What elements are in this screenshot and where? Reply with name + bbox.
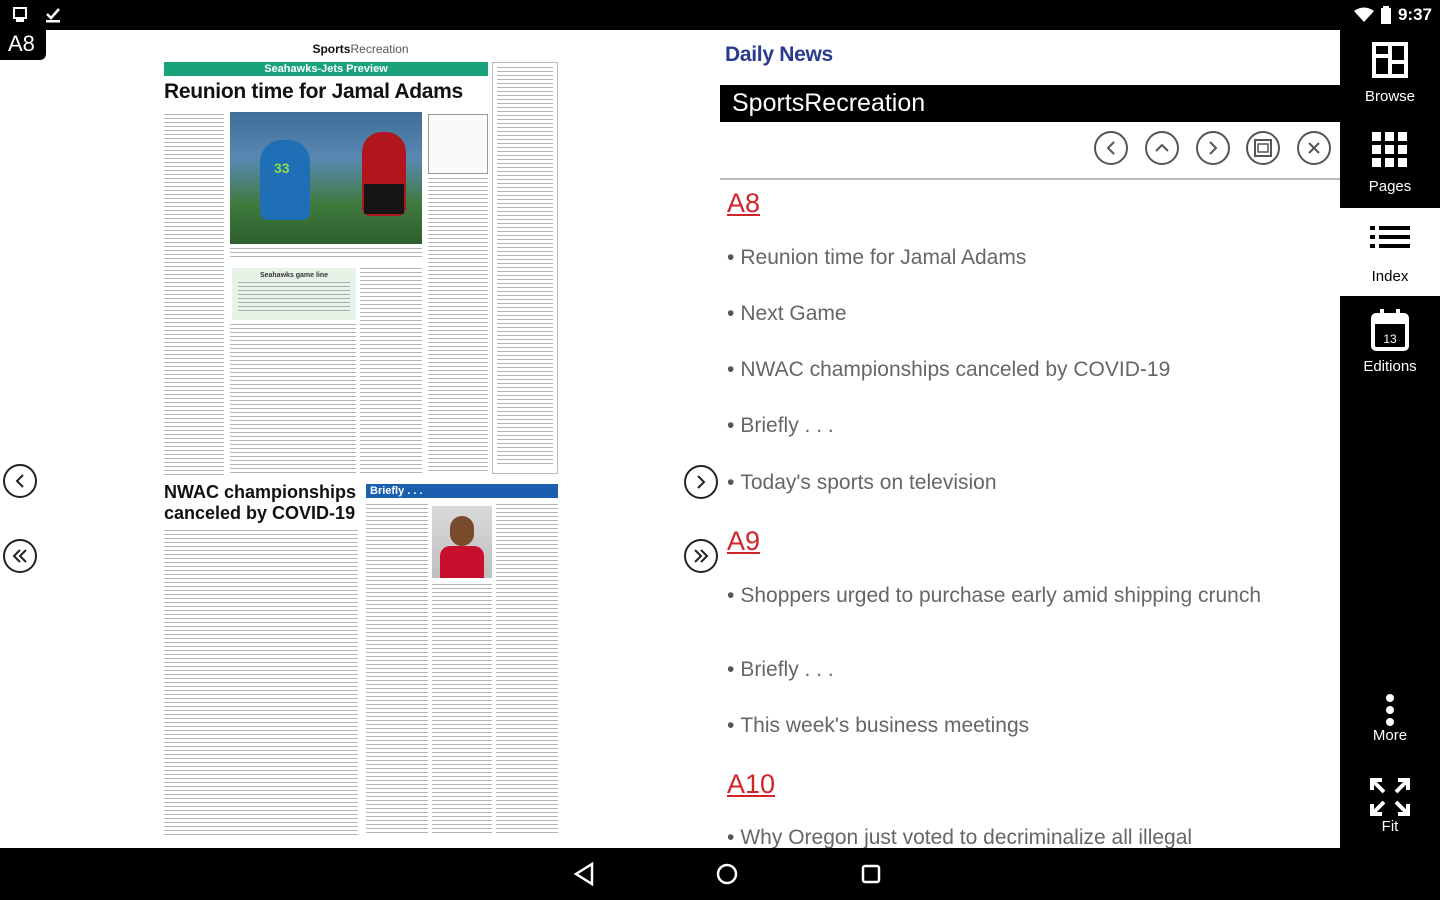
previous-page-button[interactable] — [3, 464, 37, 498]
device-icon — [12, 6, 28, 24]
last-page-button[interactable] — [684, 539, 718, 573]
chevron-right-icon — [693, 474, 709, 490]
status-bar — [0, 0, 1440, 30]
browse-icon — [1370, 40, 1410, 84]
player-figure: 33 — [260, 140, 310, 220]
right-text-column — [492, 62, 558, 474]
svg-text:13: 13 — [1383, 332, 1397, 346]
expand-icon — [1370, 776, 1410, 820]
page-view-icon — [1253, 138, 1273, 158]
chevron-left-icon — [12, 473, 28, 489]
divider — [720, 178, 1340, 180]
next-game-box — [428, 114, 488, 174]
chevron-right-icon — [1206, 140, 1220, 156]
newspaper-header: SportsRecreation — [312, 42, 409, 56]
article-link[interactable]: • Briefly . . . — [727, 658, 834, 681]
text-column — [366, 504, 428, 836]
rail-browse-button[interactable]: Browse — [1340, 30, 1440, 118]
more-vertical-icon — [1370, 688, 1410, 732]
page-link-a8[interactable]: A8 — [727, 188, 761, 218]
list-icon — [1370, 218, 1410, 262]
text-column — [497, 67, 553, 467]
system-nav-bar — [0, 848, 1440, 900]
download-done-icon — [44, 6, 62, 24]
newspaper-page[interactable] — [162, 42, 559, 838]
article-link[interactable]: • NWAC championships canceled by COVID-19 — [727, 358, 1171, 381]
previous-article-button[interactable] — [1094, 131, 1128, 165]
recents-nav-icon[interactable] — [857, 860, 885, 888]
publication-title: Daily News — [725, 43, 833, 66]
next-article-button[interactable] — [1196, 131, 1230, 165]
article-link[interactable]: • Shoppers urged to purchase early amid shipping crunch — [727, 584, 1262, 607]
article-link[interactable]: • Why Oregon just voted to decriminalize all illegal — [727, 826, 1193, 848]
first-page-button[interactable] — [3, 539, 37, 573]
text-column — [164, 114, 224, 478]
article-link[interactable]: • Briefly . . . — [727, 414, 834, 437]
text-column — [360, 268, 422, 474]
close-index-button[interactable] — [1297, 131, 1331, 165]
wifi-icon — [1354, 7, 1374, 23]
page-link-a10[interactable]: A10 — [727, 769, 776, 799]
text-column — [230, 324, 356, 474]
chevron-left-icon — [1104, 140, 1118, 156]
text-column — [164, 530, 358, 836]
text-column — [496, 504, 558, 836]
text-column — [428, 178, 488, 474]
back-nav-icon[interactable] — [570, 860, 598, 888]
rail-pages-button[interactable]: Pages — [1340, 118, 1440, 206]
second-headline[interactable]: NWAC championships canceled by COVID-19 — [164, 482, 357, 523]
text-column — [432, 584, 492, 836]
article-link[interactable]: • Reunion time for Jamal Adams — [727, 246, 1027, 269]
close-icon — [1306, 140, 1322, 156]
page-view-button[interactable] — [1246, 131, 1280, 165]
player-figure — [362, 132, 406, 216]
double-chevron-left-icon — [10, 548, 30, 564]
rail-editions-button[interactable]: 13 Editions — [1340, 298, 1440, 386]
photo-caption — [230, 248, 422, 260]
article-link[interactable]: • Next Game — [727, 302, 847, 325]
status-time: 9:37 — [1397, 5, 1432, 24]
briefly-banner: Briefly . . . — [366, 484, 558, 498]
right-toolbar — [1340, 30, 1440, 848]
grid-icon — [1370, 128, 1410, 172]
football-photo — [230, 112, 422, 244]
article-link[interactable]: • This week's business meetings — [727, 714, 1030, 737]
rail-fit-button[interactable]: Fit — [1340, 766, 1440, 854]
main-headline[interactable]: Reunion time for Jamal Adams — [164, 80, 463, 103]
current-page-label: A8 — [0, 28, 46, 60]
scroll-up-button[interactable] — [1145, 131, 1179, 165]
rail-index-button[interactable]: Index — [1340, 208, 1440, 296]
double-chevron-right-icon — [691, 548, 711, 564]
calendar-icon — [1370, 308, 1410, 352]
page-link-a9[interactable]: A9 — [727, 526, 761, 556]
battery-icon — [1380, 6, 1392, 24]
home-nav-icon[interactable] — [713, 860, 741, 888]
section-title-bar: SportsRecreation — [720, 85, 1340, 122]
rail-more-button[interactable]: More — [1340, 678, 1440, 766]
preview-banner: Seahawks-Jets Preview — [164, 62, 488, 76]
article-link[interactable]: • Today's sports on television — [727, 471, 997, 494]
sidebar-box: Seahawks game line — [232, 268, 356, 320]
basketball-player-photo — [432, 506, 492, 578]
chevron-up-icon — [1154, 141, 1170, 155]
next-page-button[interactable] — [684, 465, 718, 499]
